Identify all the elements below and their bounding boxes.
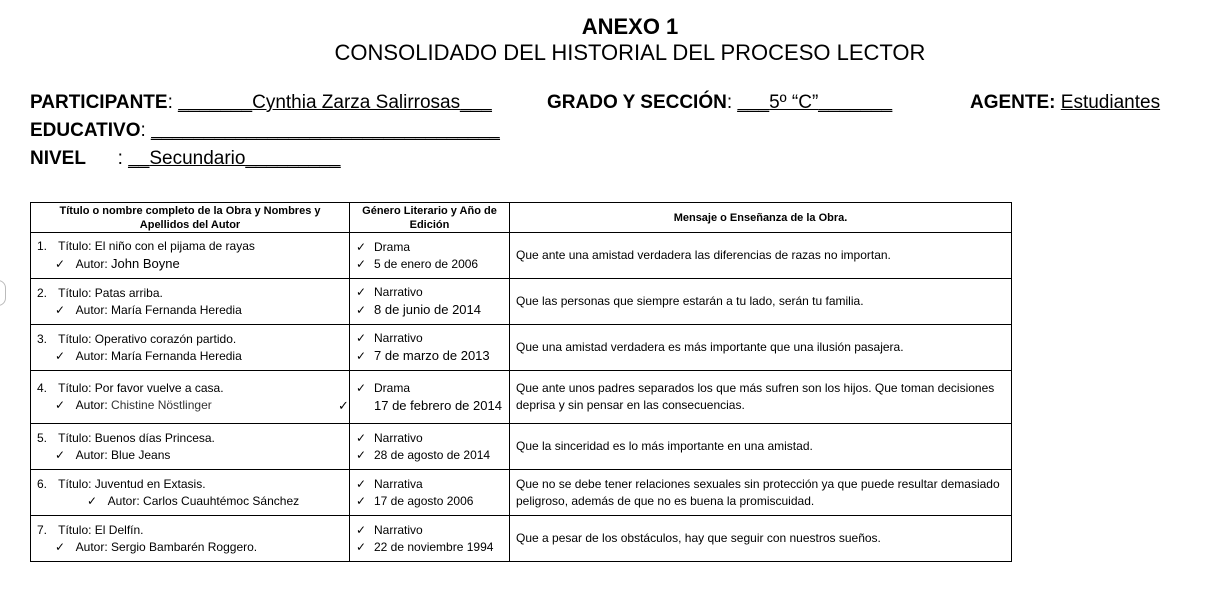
edition-date: 17 de febrero de 2014	[374, 398, 502, 413]
check-icon: ✓	[356, 256, 367, 271]
check-icon: ✓	[87, 493, 98, 508]
genre: Narrativo	[374, 331, 423, 345]
participante-value: Cynthia Zarza Salirrosas	[252, 92, 461, 113]
row-number: 3.	[37, 331, 48, 346]
row-number: 5.	[37, 430, 48, 445]
book-title: Título: El niño con el pijama de rayas	[58, 239, 255, 253]
agente-label: AGENTE:	[970, 92, 1056, 113]
message-cell: Que ante una amistad verdadera las diferencias de razas no importan.	[510, 233, 1012, 279]
grado-label: GRADO Y SECCIÓN	[547, 92, 727, 113]
book-cell	[31, 325, 350, 371]
author-label: Autor:	[75, 398, 108, 412]
scroll-handle-icon	[0, 280, 6, 306]
agente-field	[970, 92, 1160, 114]
check-icon: ✓	[356, 331, 367, 345]
author-name: Carlos Cuauhtémoc Sánchez	[143, 493, 300, 508]
author-name: María Fernanda Heredia	[111, 348, 242, 363]
table-header-row	[31, 203, 1012, 233]
book-cell	[31, 371, 350, 424]
check-icon: ✓	[55, 539, 66, 554]
author-name: Chistine Nöstlinger	[111, 398, 212, 412]
nivel-label: NIVEL	[30, 148, 86, 169]
check-icon: ✓	[356, 239, 367, 254]
edition-date: 7 de marzo de 2013	[374, 348, 490, 363]
annex-title: ANEXO 1	[581, 14, 679, 39]
row-number: 4.	[37, 381, 48, 395]
genre-cell	[350, 424, 510, 470]
nivel-value: Secundario	[149, 148, 246, 169]
genre: Drama	[374, 239, 411, 254]
check-icon: ✓	[356, 493, 367, 508]
check-icon: ✓	[55, 257, 66, 271]
genre: Narrativo	[374, 522, 423, 537]
author-label: Autor:	[75, 539, 108, 554]
check-icon: ✓	[55, 447, 66, 462]
genre-cell	[338, 371, 510, 424]
check-icon: ✓	[356, 447, 367, 462]
genre-cell	[350, 233, 510, 279]
grado-value: 5º “C”	[769, 92, 819, 113]
table-row	[31, 424, 1012, 470]
book-title: Título: Buenos días Princesa.	[58, 430, 215, 445]
check-icon: ✓	[356, 476, 367, 491]
book-cell	[31, 516, 350, 562]
message-cell: Que la sinceridad es lo más importante en una amistad.	[510, 424, 1012, 470]
author-label: Autor:	[75, 348, 108, 363]
check-icon: ✓	[55, 348, 66, 363]
check-icon: ✓	[356, 303, 367, 317]
book-cell	[31, 470, 350, 516]
header-title-author: Título o nombre completo de la Obra y Nombres y Apellidos del Autor	[31, 203, 350, 233]
check-icon: ✓	[356, 430, 367, 445]
book-cell	[31, 424, 350, 470]
message-cell: Que ante unos padres separados los que más sufren son los hijos. Que toman decisiones deprisa y sin pensar en las consecuencias.	[510, 371, 1012, 424]
message-cell: Que las personas que siempre estarán a tu lado, serán tu familia.	[510, 279, 1012, 325]
row-number: 2.	[37, 285, 48, 300]
author-label: Autor:	[107, 493, 140, 508]
book-cell	[31, 279, 350, 325]
table-row	[31, 233, 1012, 279]
book-title: Título: Juventud en Extasis.	[58, 476, 206, 491]
author-label: Autor:	[75, 302, 108, 317]
table-row	[31, 325, 1012, 371]
author-label: Autor:	[75, 257, 108, 271]
check-icon: ✓	[356, 285, 367, 299]
genre-cell	[350, 470, 510, 516]
check-icon: ✓	[55, 302, 66, 317]
check-icon: ✓	[338, 398, 349, 413]
author-name: John Boyne	[111, 256, 180, 271]
message-cell: Que una amistad verdadera es más importante que una ilusión pasajera.	[510, 325, 1012, 371]
genre: Narrativo	[374, 430, 423, 445]
row-number: 1.	[37, 239, 48, 253]
book-title: Título: El Delfín.	[58, 522, 144, 537]
document-title: CONSOLIDADO DEL HISTORIAL DEL PROCESO LECTOR	[334, 40, 926, 65]
author-name: Blue Jeans	[111, 447, 171, 462]
row-number: 6.	[37, 476, 48, 491]
check-icon: ✓	[55, 398, 66, 412]
header-message: Mensaje o Enseñanza de la Obra.	[510, 203, 1012, 233]
author-label: Autor:	[75, 447, 108, 462]
check-icon: ✓	[356, 349, 367, 363]
grado-field: GRADO Y SECCIÓN: ___5º “C”_______	[547, 92, 893, 113]
genre: Narrativo	[374, 285, 423, 299]
book-title: Título: Patas arriba.	[58, 285, 163, 300]
participante-label: PARTICIPANTE	[30, 92, 168, 113]
author-name: Sergio Bambarén Roggero.	[111, 539, 258, 554]
message-cell: Que no se debe tener relaciones sexuales sin protección ya que puede resultar demasiado peligroso, además de que no es buena la promiscuidad.	[510, 470, 1012, 516]
message-cell: Que a pesar de los obstáculos, hay que seguir con nuestros sueños.	[510, 516, 1012, 562]
genre: Narrativa	[374, 476, 423, 491]
check-icon: ✓	[356, 522, 367, 537]
educativo-field: EDUCATIVO: _________________________________	[30, 120, 500, 141]
check-icon: ✓	[356, 539, 367, 554]
edition-date: 8 de junio de 2014	[374, 302, 481, 317]
genre-cell	[350, 279, 510, 325]
reading-history-table	[30, 202, 1012, 562]
participante-field: PARTICIPANTE: _______Cynthia Zarza Salirrosas___	[30, 92, 492, 113]
table-row	[31, 371, 1012, 424]
nivel-field: NIVEL : __Secundario_________	[30, 148, 341, 169]
edition-date: 17 de agosto 2006	[374, 493, 474, 508]
book-cell	[31, 233, 350, 279]
edition-date: 22 de noviembre 1994	[374, 539, 494, 554]
agente-value: Estudiantes	[1060, 92, 1161, 113]
author-name: María Fernanda Heredia	[111, 302, 242, 317]
table-row	[31, 470, 1012, 516]
book-title: Título: Operativo corazón partido.	[58, 331, 237, 346]
row-number: 7.	[37, 522, 48, 537]
edition-date: 28 de agosto de 2014	[374, 447, 491, 462]
educativo-label: EDUCATIVO	[30, 120, 141, 141]
header-genre-year: Género Literario y Año de Edición	[350, 203, 510, 233]
table-row	[31, 279, 1012, 325]
edition-date: 5 de enero de 2006	[374, 256, 479, 271]
genre: Drama	[374, 381, 411, 395]
genre-cell	[350, 325, 510, 371]
check-icon: ✓	[356, 381, 367, 395]
genre-cell	[350, 516, 510, 562]
book-title: Título: Por favor vuelve a casa.	[58, 381, 224, 395]
table-row	[31, 516, 1012, 562]
